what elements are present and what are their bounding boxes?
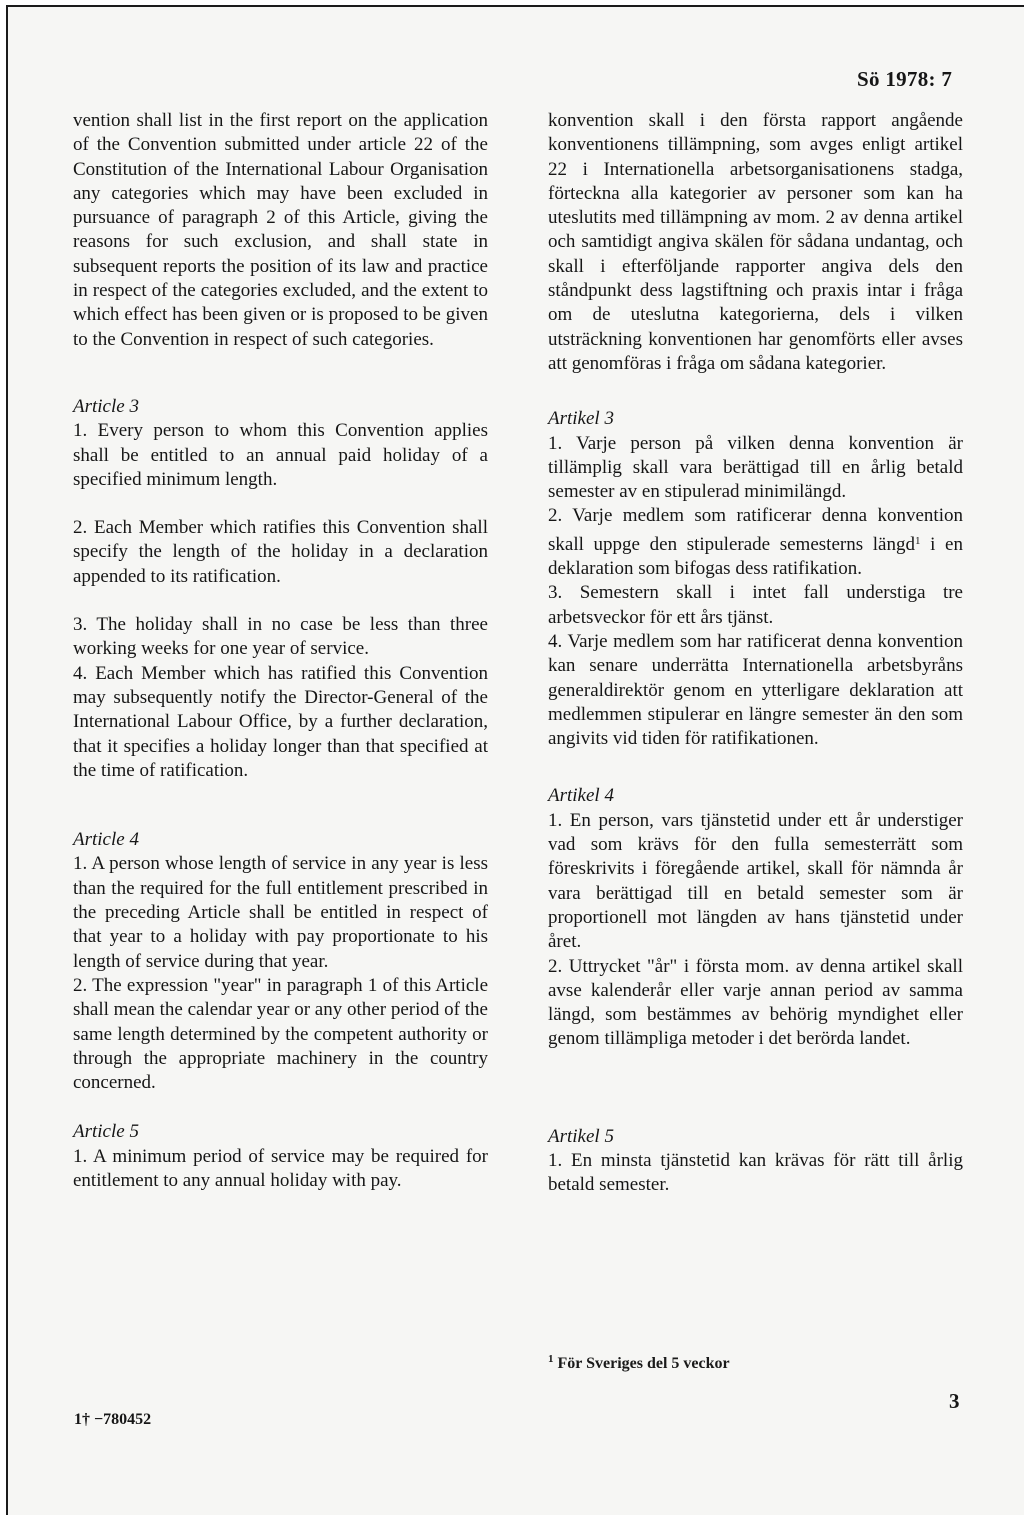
article-3-heading-sv: Artikel 3 (548, 408, 614, 430)
article-3-para-4-sv: 4. Varje medlem som har ratificerat denna konvention kan senare underrätta Internationella arbetsbyråns generaldirektör genom en ytterligare deklaration att medlemmen stipulerar en längre semester än den som angivits vid tiden för ratifikationen. (548, 630, 963, 750)
footnote-reference: 1 (914, 534, 921, 547)
article-4-para-2-en: 2. The expression "year" in paragraph 1 of this Article shall mean the calendar year or any other period of the same length determined by the competent authority or through the appropriate machinery in the country concerned. (73, 974, 488, 1094)
print-code: 1† −780452 (74, 1411, 152, 1428)
article-5-heading-sv: Artikel 5 (548, 1125, 614, 1147)
document-page (6, 5, 1024, 1515)
article-3-para-2-sv-part-a: 2. Varje medlem som ratificerar denna konvention skall uppge den stipulerade semesterns längd (548, 505, 963, 555)
footnote-mark: 1 (548, 1353, 554, 1365)
article-3-para-1-sv: 1. Varje person på vilken denna konvention är tillämplig skall vara berättigad till en årlig betald semester av en stipulerad minimilängd. (548, 432, 963, 503)
swedish-column (548, 109, 963, 1198)
intro-paragraph-sv: konvention skall i den första rapport angående konventionens tillämpning, som avges enligt artikel 22 i Internationella arbetsorganisationens stadga, förteckna alla kategorier av personer som kan ha uteslutits med tillämpning av mom. 2 av denna artikel och samtidigt angiva skälen för sådana undantag, och skall i efterföljande rapporter angiva dels den ståndpunkt dess lagstiftning och praxis intar i fråga om de uteslutna kategorierna, dels i vilken utsträckning konventionen har genomförts eller avses att genomföras i fråga om sådana kategorier. (548, 110, 963, 374)
article-4-heading-en: Article 4 (73, 829, 139, 851)
article-3-heading-en: Article 3 (73, 395, 139, 417)
article-4-para-2-sv: 2. Uttrycket "år" i första mom. av denna artikel skall avse kalenderår eller varje annan period av samma längd, som bestämmes av behörig myndighet eller genom tillämpliga metoder i det berörda landet. (548, 955, 963, 1050)
article-5-heading-en: Article 5 (73, 1121, 139, 1143)
article-4-para-1-en: 1. A person whose length of service in any year is less than the required for the full entitlement prescribed in the preceding Article shall be entitled in respect of that year to a holiday with pay proportionate to his length of service during that year. (73, 853, 488, 972)
article-5-para-1-en: 1. A minimum period of service may be required for entitlement to any annual holiday with pay. (73, 1145, 488, 1191)
footnote-text: För Sveriges del 5 veckor (553, 1355, 730, 1372)
article-3-para-4-en: 4. Each Member which has ratified this Convention may subsequently notify the Director-General of the International Labour Office, by a further declaration, that it specifies a holiday longer than that specified at the time of ratification. (73, 662, 488, 781)
article-3-para-1-en: 1. Every person to whom this Convention applies shall be entitled to an annual paid holiday of a specified minimum length. (73, 420, 488, 490)
article-3-para-2-sv (548, 504, 963, 581)
article-3-para-3-sv: 3. Semestern skall i intet fall understiga tre arbetsveckor för ett års tjänst. (548, 582, 963, 628)
article-4-para-1-sv: 1. En person, vars tjänstetid under ett år understiger vad som krävs för den fulla semesterrätt som föreskrivits i föregående artikel, skall för nämnda år vara berättigad till en betald semester som är proportionell mot längden av hans tjänstetid under året. (548, 809, 963, 953)
article-3-para-3-en: 3. The holiday shall in no case be less than three working weeks for one year of service. (73, 614, 488, 660)
page-number: 3 (949, 1389, 960, 1413)
document-reference: Sö 1978: 7 (857, 67, 953, 91)
english-column (73, 109, 488, 1193)
article-3-para-2-en: 2. Each Member which ratifies this Convention shall specify the length of the holiday in a declaration appended to its ratification. (73, 517, 488, 587)
footnote (548, 1353, 730, 1373)
article-4-heading-sv: Artikel 4 (548, 785, 614, 807)
intro-paragraph-en: vention shall list in the first report on the application of the Convention submitted under article 22 of the Constitution of the International Labour Organisation any categories which may have been excluded in pursuance of paragraph 2 of this Article, giving the reasons for such exclusion, and shall state in subsequent reports the position of its law and practice in respect of the categories excluded, and the extent to which effect has been given or is proposed to be given to the Convention in respect of such categories. (73, 110, 488, 350)
article-3-para-2-sv-part-b: i en deklaration som bifogas dess ratifikation. (548, 533, 963, 580)
article-5-para-1-sv: 1. En minsta tjänstetid kan krävas för rätt till årlig betald semester. (548, 1149, 963, 1196)
